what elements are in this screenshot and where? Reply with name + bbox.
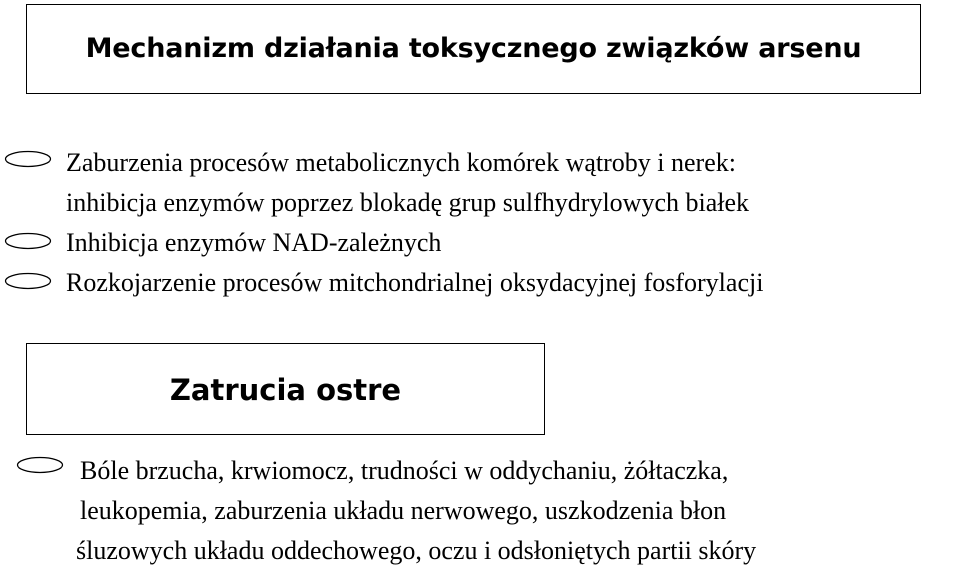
title-box xyxy=(26,4,921,94)
ellipse-bullet-icon xyxy=(4,272,52,290)
mechanism-1-line-2: inhibicja enzymów poprzez blokadę grup sulfhydrylowych białek xyxy=(66,188,750,217)
ellipse-bullet-icon xyxy=(4,232,52,250)
ellipse-bullet-icon xyxy=(4,150,52,168)
slide-title: Mechanizm działania toksycznego związków arsenu xyxy=(85,33,862,64)
section-box xyxy=(26,343,545,435)
ellipse-bullet-icon xyxy=(16,456,64,474)
section-line-1: Bóle brzucha, krwiomocz, trudności w oddychaniu, żółtaczka, xyxy=(80,456,729,485)
mechanism-1-line-1: Zaburzenia procesów metabolicznych komórek wątroby i nerek: xyxy=(66,148,736,177)
section-line-3: śluzowych układu oddechowego, oczu i odsłoniętych partii skóry xyxy=(76,536,757,565)
mechanism-3-line-1: Rozkojarzenie procesów mitchondrialnej oksydacyjnej fosforylacji xyxy=(66,268,764,297)
section-line-2: leukopemia, zaburzenia układu nerwowego, uszkodzenia błon xyxy=(80,496,727,525)
mechanism-2-line-1: Inhibicja enzymów NAD-zależnych xyxy=(66,228,442,257)
section-title: Zatrucia ostre xyxy=(169,373,402,407)
